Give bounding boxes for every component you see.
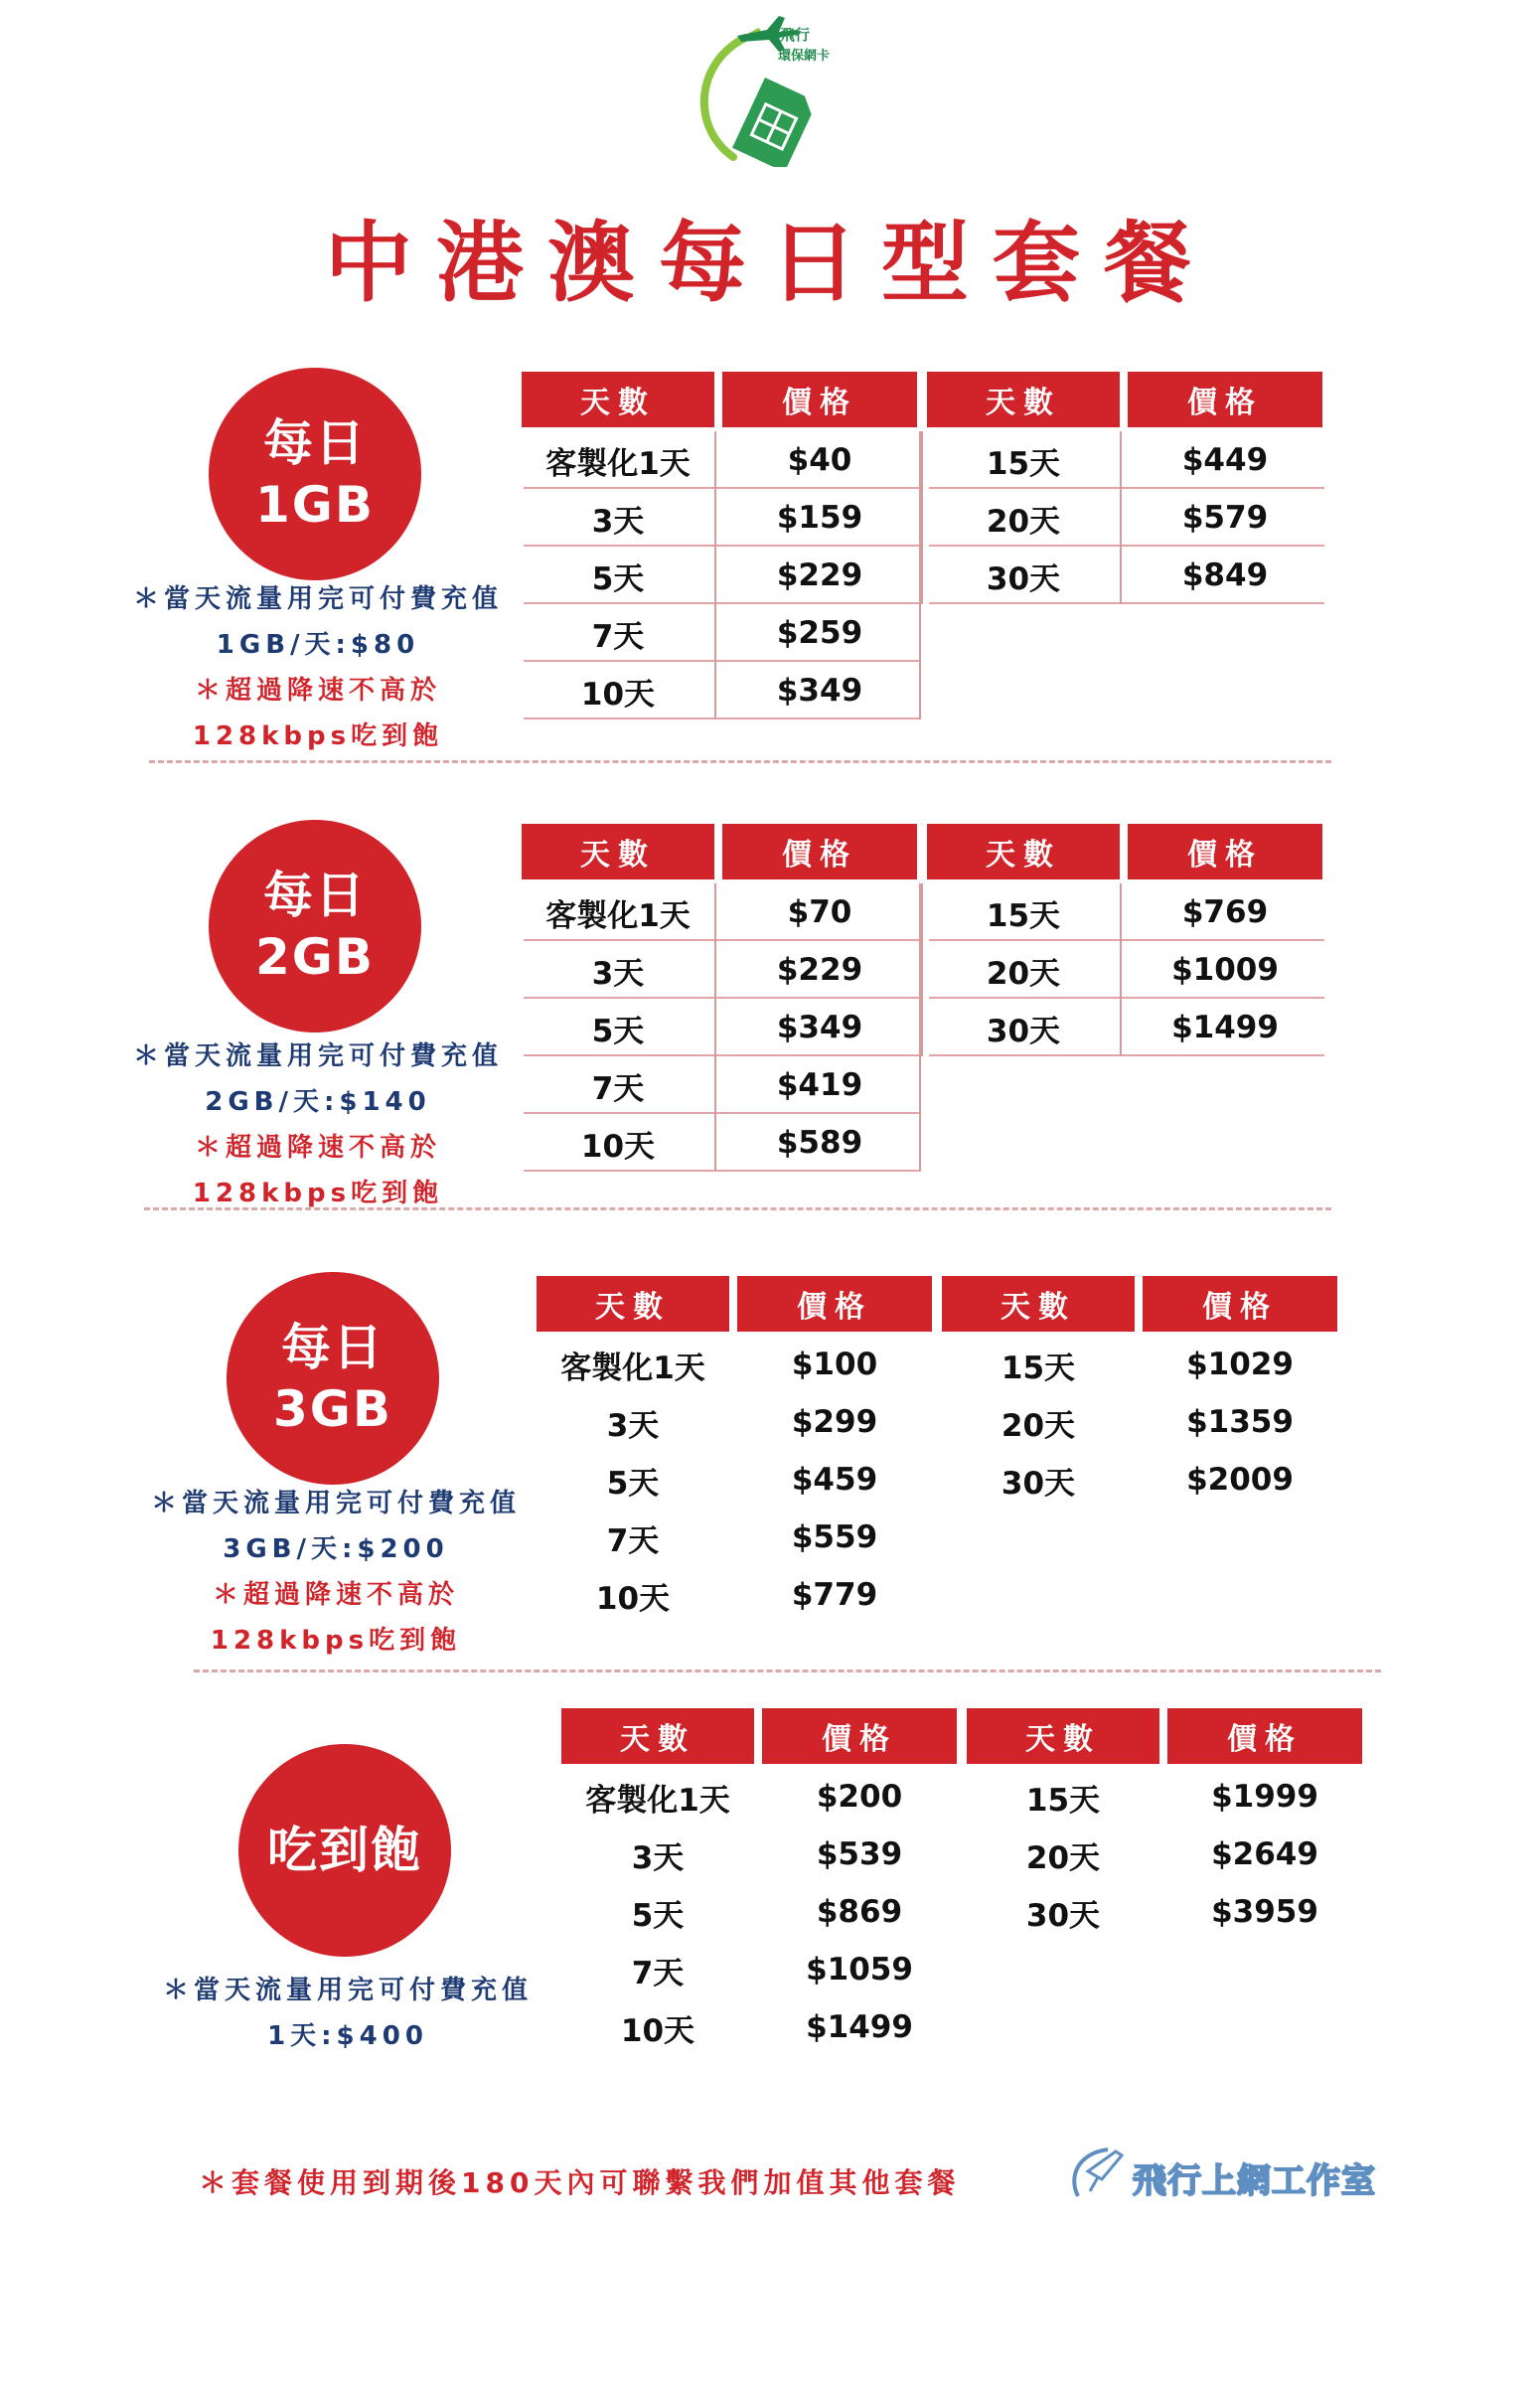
- plan-note-line: 1GB/天:$80: [216, 630, 420, 660]
- logo-line1: 飛行: [780, 26, 811, 44]
- plan-notes: [109, 576, 527, 759]
- table-cell-price: $539: [816, 1836, 903, 1872]
- header-days: 天數: [522, 824, 714, 879]
- logo-line2: 環保網卡: [778, 49, 831, 64]
- table-cell-days: 客製化1天: [545, 445, 691, 482]
- header-days: 天數: [927, 372, 1120, 427]
- table-cell-price: $100: [791, 1347, 878, 1382]
- plan-badge-line: 3GB: [273, 1380, 392, 1438]
- table-cell-days: 10天: [620, 2012, 695, 2049]
- plan-badge-line: 1GB: [255, 476, 375, 534]
- table-cell-price: $2009: [1186, 1462, 1294, 1498]
- plan-note-line: ＊當天流量用完可付費充值: [162, 1976, 533, 2005]
- footer-note: ＊套餐使用到期後180天內可聯繫我們加值其他套餐: [199, 2166, 961, 2199]
- row-divider: [524, 717, 919, 719]
- plan-note-line: 1天:$400: [267, 2021, 428, 2051]
- table-cell-days: 10天: [580, 676, 656, 713]
- table-cell-price: $1009: [1171, 952, 1279, 988]
- table-cell-days: 10天: [595, 1580, 671, 1617]
- plan-badge: [238, 1744, 451, 1957]
- plan-note-line: 3GB/天:$200: [223, 1534, 449, 1564]
- table-cell-days: 15天: [1025, 1782, 1101, 1819]
- table-edge: [921, 431, 923, 604]
- plane-brand-icon: [1068, 2142, 1128, 2211]
- plan-badge-line: 吃到飽: [267, 1822, 422, 1879]
- table-edge: [921, 883, 923, 1056]
- table-cell-price: $40: [787, 442, 852, 478]
- table-cell-price: $869: [816, 1894, 903, 1930]
- plan-notes: [127, 1481, 544, 1664]
- table-cell-days: 15天: [986, 897, 1061, 934]
- header-price: 價格: [722, 824, 917, 879]
- brand-name: 飛行上網工作室: [1133, 2161, 1376, 2201]
- header-price: 價格: [762, 1708, 957, 1764]
- table-cell-price: $1499: [806, 2009, 913, 2045]
- table-cell-price: $849: [1181, 557, 1269, 593]
- header-days: 天數: [522, 372, 714, 427]
- plan-note-line: ＊超過降速不高於: [194, 1133, 441, 1163]
- table-cell-days: 30天: [986, 1013, 1061, 1049]
- column-divider: [714, 883, 716, 1172]
- sim-plane-logo-icon: [686, 8, 864, 167]
- table-cell-days: 3天: [591, 955, 645, 992]
- table-cell-price: $159: [776, 500, 863, 536]
- table-cell-days: 15天: [1001, 1350, 1076, 1386]
- plan-note-line: ＊當天流量用完可付費充值: [132, 584, 503, 614]
- table-cell-price: $259: [776, 615, 863, 651]
- header-days: 天數: [967, 1708, 1159, 1764]
- studio-brand: [1068, 2142, 1396, 2211]
- plan-note-line: ＊當天流量用完可付費充值: [132, 1041, 503, 1071]
- plan-note-line: 128kbps吃到飽: [210, 1626, 462, 1656]
- header-price: 價格: [1167, 1708, 1362, 1764]
- table-cell-days: 30天: [986, 560, 1061, 597]
- table-cell-price: $1999: [1211, 1779, 1318, 1815]
- plan-badge: [227, 1272, 439, 1485]
- table-cell-days: 20天: [1001, 1407, 1076, 1444]
- table-cell-price: $349: [776, 673, 863, 709]
- table-cell-days: 客製化1天: [560, 1350, 705, 1386]
- header-price: 價格: [737, 1276, 932, 1332]
- plan-notes: [109, 1034, 527, 1216]
- table-cell-price: $349: [776, 1010, 863, 1045]
- table-cell-days: 7天: [631, 1955, 685, 1991]
- header-days: 天數: [537, 1276, 729, 1332]
- header-price: 價格: [1128, 372, 1322, 427]
- table-cell-days: 3天: [606, 1407, 660, 1444]
- table-cell-price: $2649: [1211, 1836, 1318, 1872]
- table-cell-price: $769: [1181, 894, 1269, 930]
- table-cell-days: 7天: [591, 1070, 645, 1107]
- table-cell-price: $1499: [1171, 1010, 1279, 1045]
- column-divider: [1120, 883, 1122, 1056]
- table-cell-price: $559: [791, 1519, 878, 1555]
- table-cell-days: 客製化1天: [585, 1782, 730, 1819]
- row-divider: [929, 602, 1324, 604]
- plan-note-line: ＊超過降速不高於: [212, 1580, 459, 1610]
- table-cell-price: $779: [791, 1577, 878, 1613]
- table-cell-days: 5天: [591, 560, 645, 597]
- header-price: 價格: [1143, 1276, 1337, 1332]
- brand-logo: [686, 8, 864, 167]
- table-cell-price: $200: [816, 1779, 903, 1815]
- plan-note-line: 128kbps吃到飽: [192, 1179, 444, 1208]
- header-price: 價格: [1128, 824, 1322, 879]
- column-divider: [714, 431, 716, 719]
- table-cell-price: $299: [791, 1404, 878, 1440]
- table-cell-days: 5天: [591, 1013, 645, 1049]
- table-cell-price: $229: [776, 952, 863, 988]
- table-cell-price: $449: [1181, 442, 1269, 478]
- section-divider: [194, 1670, 1381, 1672]
- table-cell-days: 30天: [1001, 1465, 1076, 1502]
- plan-badge-line: 每日: [281, 1319, 385, 1376]
- table-cell-days: 20天: [1025, 1839, 1101, 1876]
- table-cell-days: 5天: [606, 1465, 660, 1502]
- table-cell-days: 7天: [606, 1522, 660, 1559]
- plan-note-line: 128kbps吃到飽: [192, 721, 444, 751]
- table-cell-price: $229: [776, 557, 863, 593]
- column-divider: [1120, 431, 1122, 604]
- table-cell-days: 30天: [1025, 1897, 1101, 1934]
- table-cell-price: $1359: [1186, 1404, 1294, 1440]
- header-days: 天數: [927, 824, 1120, 879]
- table-cell-price: $419: [776, 1067, 863, 1103]
- table-cell-price: $579: [1181, 500, 1269, 536]
- table-cell-days: 15天: [986, 445, 1061, 482]
- table-cell-days: 客製化1天: [545, 897, 691, 934]
- page-title: 中港澳每日型套餐: [324, 212, 1215, 314]
- header-price: 價格: [722, 372, 917, 427]
- row-divider: [929, 1054, 1324, 1056]
- row-divider: [524, 1170, 919, 1172]
- table-cell-days: 20天: [986, 955, 1061, 992]
- plan-note-line: ＊當天流量用完可付費充值: [150, 1489, 521, 1518]
- table-cell-price: $1059: [806, 1952, 913, 1988]
- table-cell-days: 3天: [591, 503, 645, 540]
- table-cell-price: $3959: [1211, 1894, 1318, 1930]
- plan-note-line: 2GB/天:$140: [205, 1087, 431, 1117]
- plan-badge: [209, 820, 421, 1033]
- plan-notes: [139, 1968, 556, 2059]
- section-divider: [144, 1207, 1331, 1210]
- table-cell-days: 10天: [580, 1128, 656, 1165]
- table-cell-days: 5天: [631, 1897, 685, 1934]
- table-cell-days: 20天: [986, 503, 1061, 540]
- plan-badge-line: 2GB: [255, 928, 375, 986]
- plan-note-line: ＊超過降速不高於: [194, 676, 441, 706]
- plan-badge-line: 每日: [263, 414, 367, 472]
- table-cell-days: 7天: [591, 618, 645, 655]
- header-days: 天數: [942, 1276, 1135, 1332]
- table-cell-price: $1029: [1186, 1347, 1294, 1382]
- table-cell-price: $459: [791, 1462, 878, 1498]
- table-cell-price: $70: [787, 894, 852, 930]
- plan-badge-line: 每日: [263, 867, 367, 924]
- header-days: 天數: [561, 1708, 754, 1764]
- section-divider: [149, 760, 1331, 763]
- table-cell-price: $589: [776, 1125, 863, 1161]
- table-cell-days: 3天: [631, 1839, 685, 1876]
- plan-badge: [209, 368, 421, 580]
